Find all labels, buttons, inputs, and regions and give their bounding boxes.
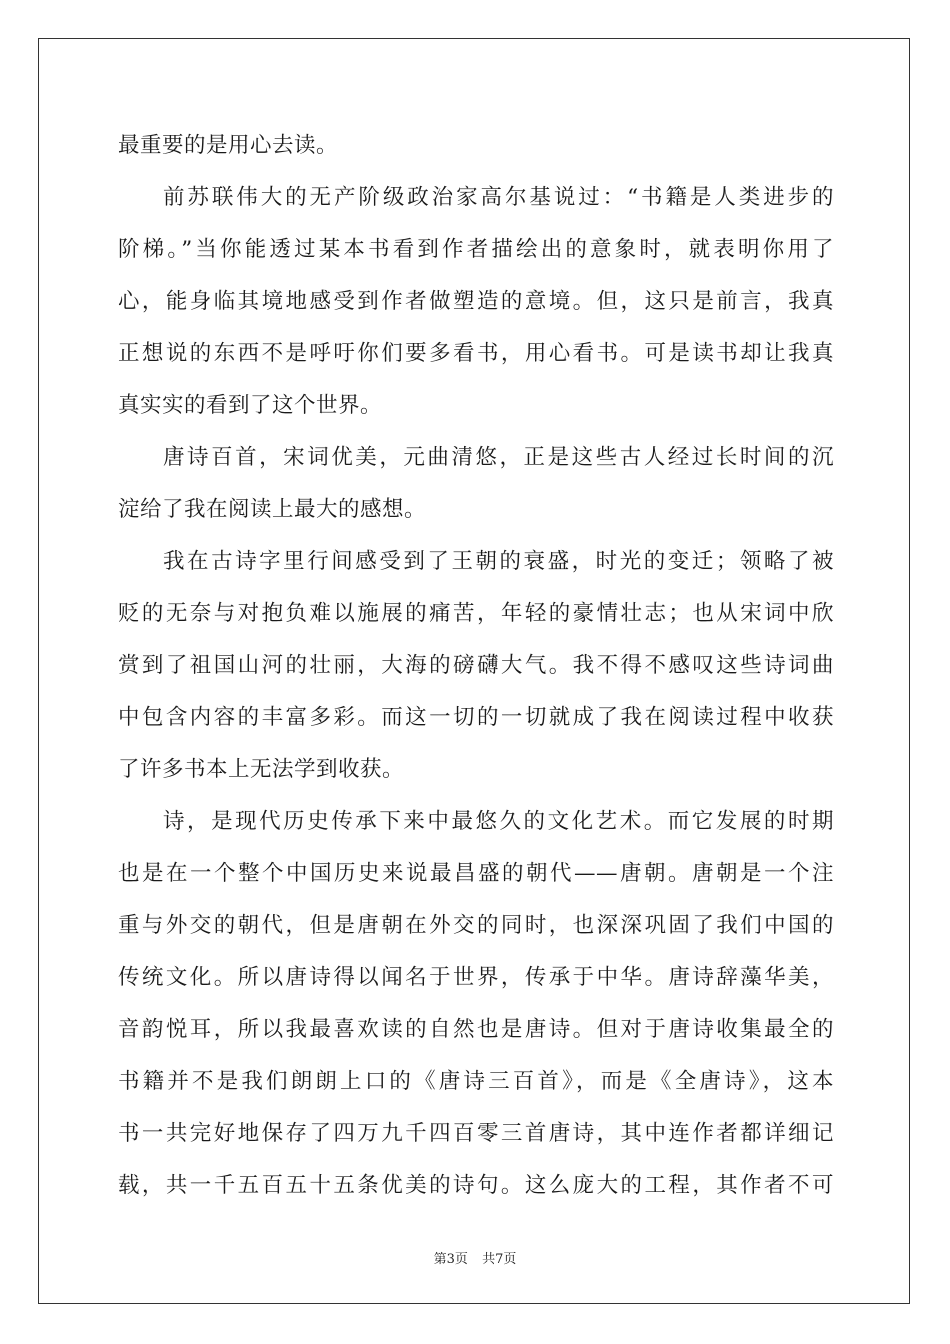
page-number: 第3页 (433, 1252, 468, 1267)
text-line: 赏到了祖国山河的壮丽，大海的磅礴大气。我不得不感叹这些诗词曲 (118, 653, 834, 678)
text-line: 心，能身临其境地感受到作者做塑造的意境。但，这只是前言，我真 (118, 289, 834, 314)
text-line: 了许多书本上无法学到收获。 (118, 757, 405, 782)
text-line: 唐诗百首，宋词优美，元曲清悠，正是这些古人经过长时间的沉 (163, 445, 834, 470)
text-line: 也是在一个整个中国历史来说最昌盛的朝代——唐朝。唐朝是一个注 (118, 861, 834, 886)
page-footer (0, 1248, 950, 1267)
page-total: 共7页 (482, 1252, 517, 1267)
text-line: 淀给了我在阅读上最大的感想。 (118, 497, 427, 522)
text-line: 阶梯。”当你能透过某本书看到作者描绘出的意象时，就表明你用了 (118, 237, 834, 262)
text-line: 前苏联伟大的无产阶级政治家高尔基说过：“书籍是人类进步的 (163, 185, 834, 210)
text-line: 我在古诗字里行间感受到了王朝的衰盛，时光的变迁；领略了被 (163, 549, 834, 574)
text-line: 传统文化。所以唐诗得以闻名于世界，传承于中华。唐诗辞藻华美， (118, 965, 834, 990)
text-line: 音韵悦耳，所以我最喜欢读的自然也是唐诗。但对于唐诗收集最全的 (118, 1017, 834, 1042)
text-line: 诗，是现代历史传承下来中最悠久的文化艺术。而它发展的时期 (163, 809, 834, 834)
text-line: 贬的无奈与对抱负难以施展的痛苦，年轻的豪情壮志；也从宋词中欣 (118, 601, 834, 626)
text-line: 载，共一千五百五十五条优美的诗句。这么庞大的工程，其作者不可 (118, 1173, 834, 1198)
text-line: 书一共完好地保存了四万九千四百零三首唐诗，其中连作者都详细记 (118, 1121, 834, 1146)
text-line: 正想说的东西不是呼吁你们要多看书，用心看书。可是读书却让我真 (118, 341, 834, 366)
text-line: 书籍并不是我们朗朗上口的《唐诗三百首》，而是《全唐诗》，这本 (118, 1069, 834, 1094)
document-body (118, 120, 834, 1212)
text-line: 真实实的看到了这个世界。 (118, 393, 383, 418)
text-line: 中包含内容的丰富多彩。而这一切的一切就成了我在阅读过程中收获 (118, 705, 834, 730)
text-line: 最重要的是用心去读。 (118, 133, 339, 158)
text-line: 重与外交的朝代，但是唐朝在外交的同时，也深深巩固了我们中国的 (118, 913, 834, 938)
